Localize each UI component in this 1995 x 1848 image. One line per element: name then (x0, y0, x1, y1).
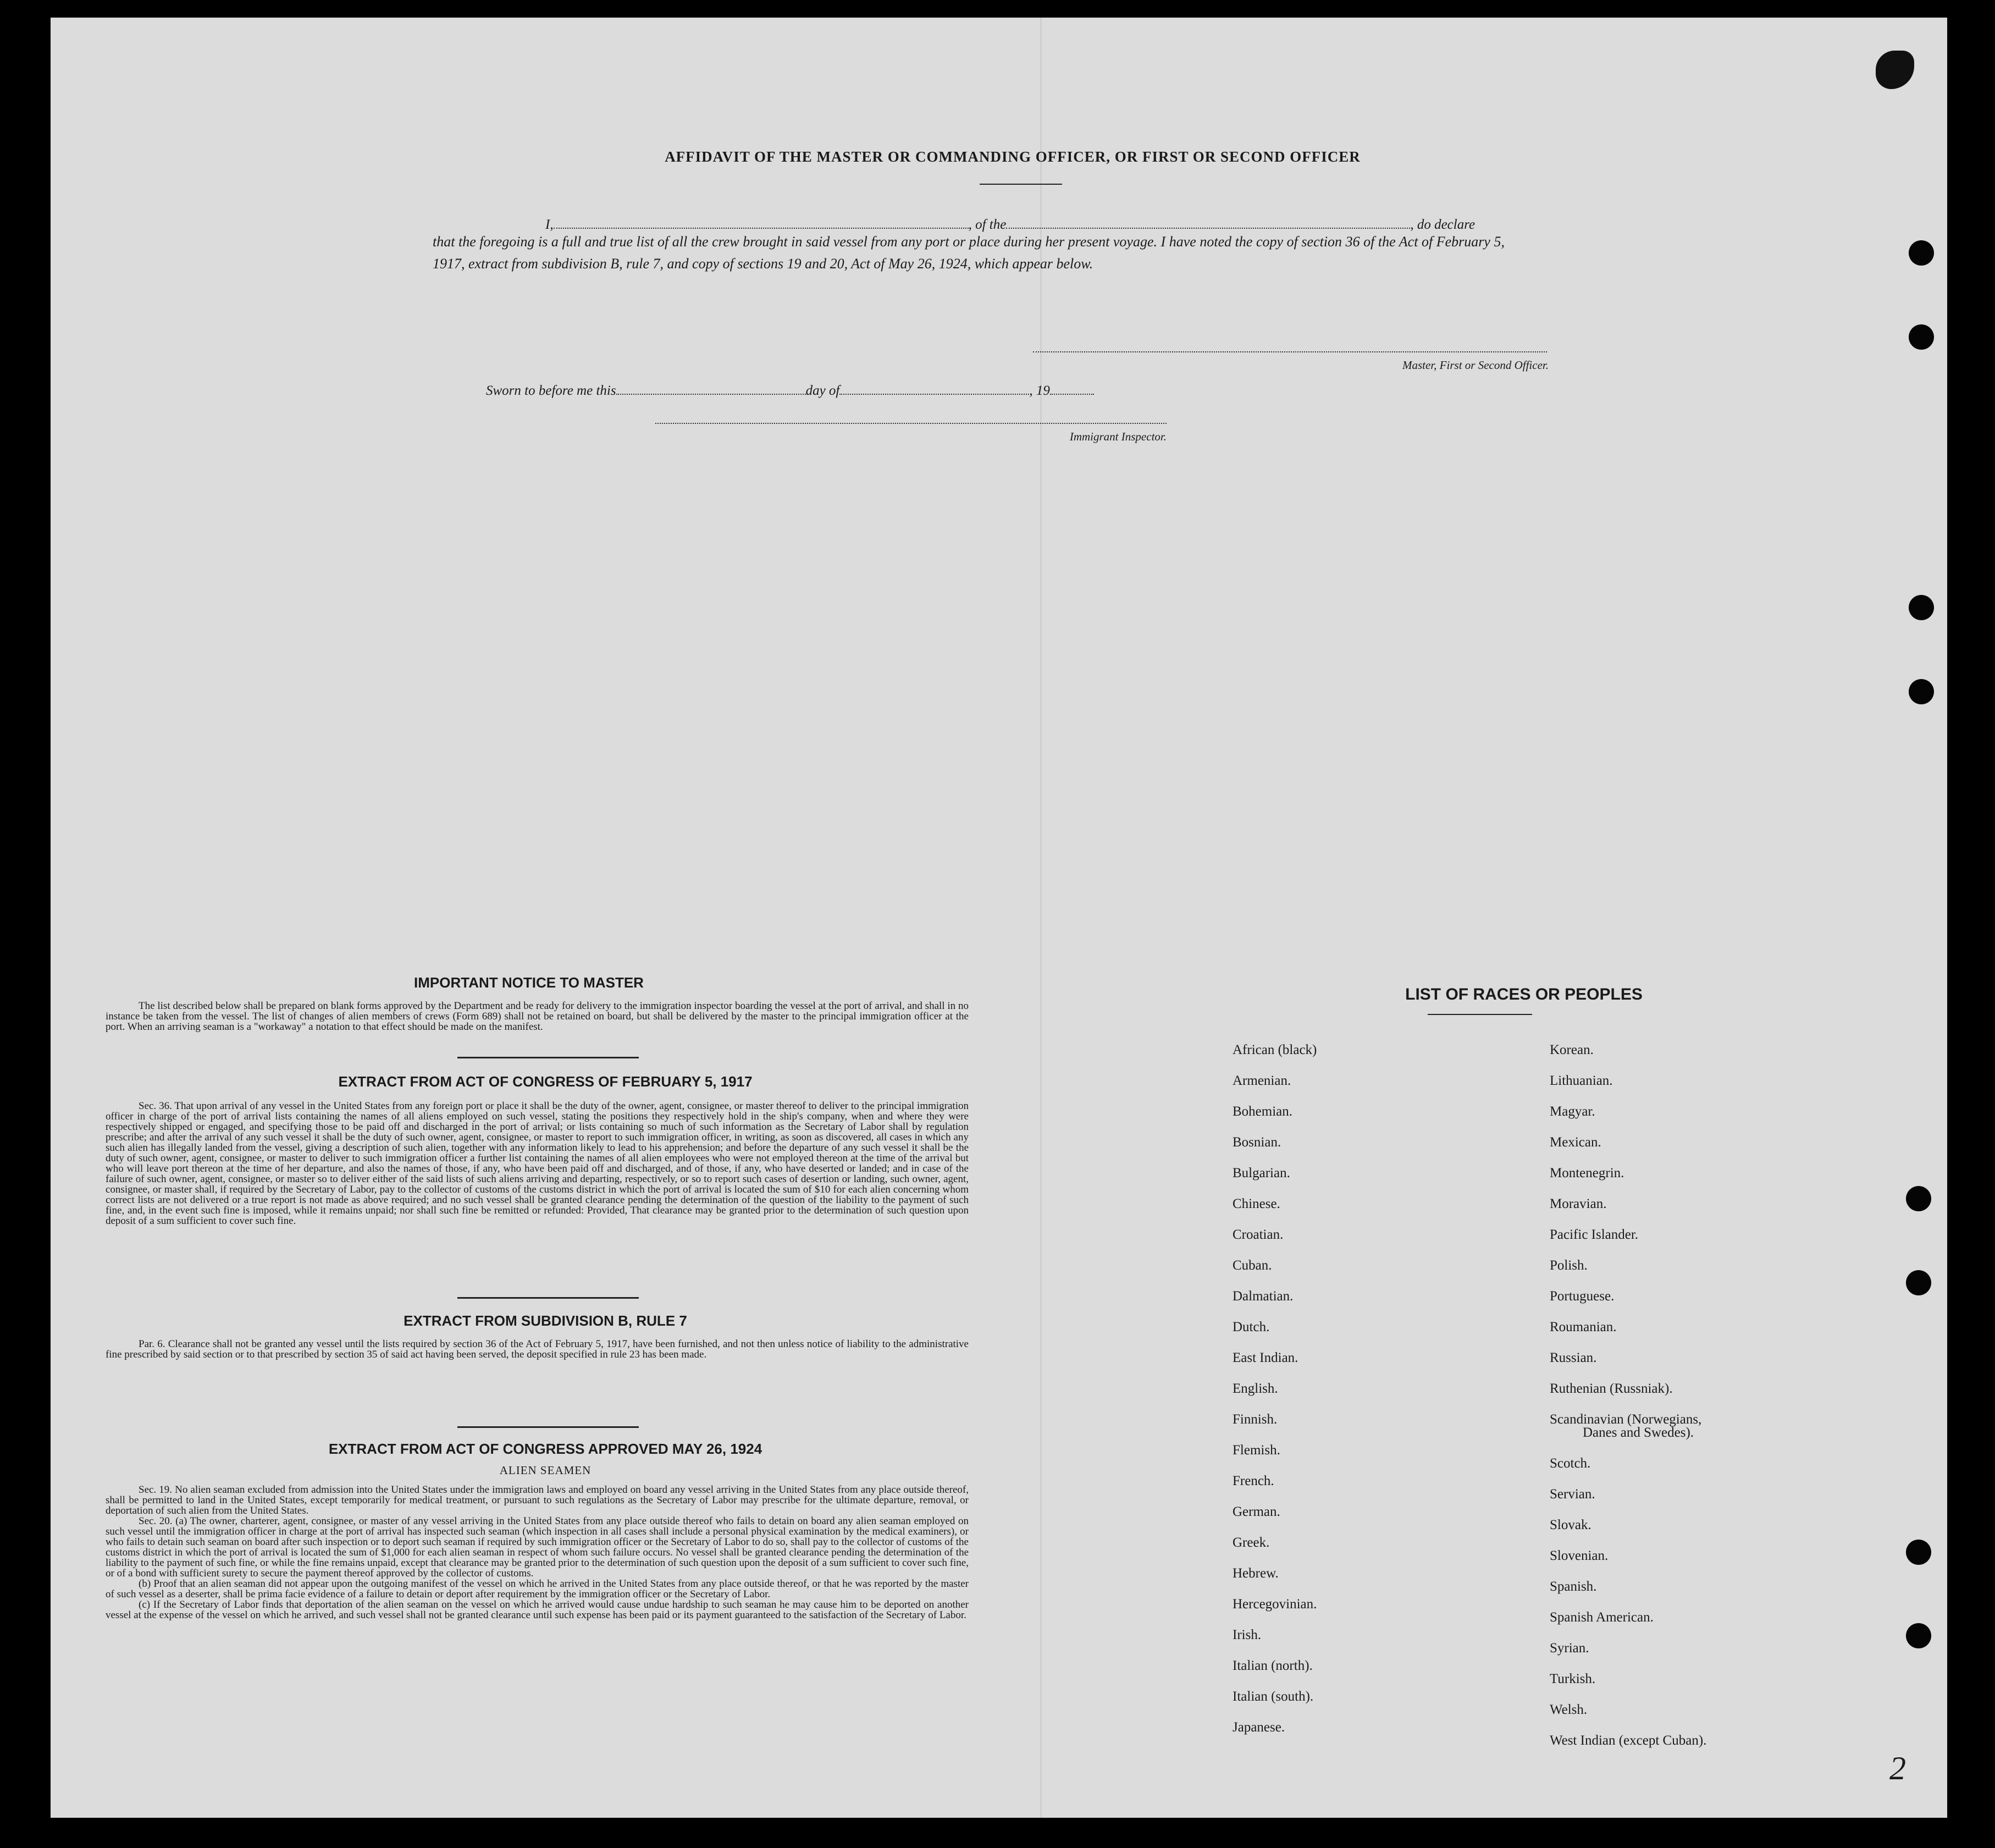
race-item: Scotch. (1550, 1456, 1591, 1471)
extract-rule7-body: Par. 6. Clearance shall not be granted any vessel until the lists required by section 36 of the Act of February 5, 1917, have been furnished, and not then unless notice of liability to the administrative fine prescribed by said section or to that prescribed by section 35 of said act having been served, the deposit specified in rule 23 has been made. (106, 1338, 969, 1360)
race-item: Polish. (1550, 1258, 1588, 1273)
race-item: Turkish. (1550, 1672, 1596, 1686)
race-item: Spanish American. (1550, 1610, 1654, 1625)
race-item: Mexican. (1550, 1135, 1601, 1150)
race-item: Croatian. (1233, 1227, 1284, 1242)
race-item: Danes and Swedes). (1583, 1425, 1694, 1440)
race-item: Welsh. (1550, 1702, 1588, 1717)
race-item: Korean. (1550, 1042, 1594, 1057)
race-item: Italian (north). (1233, 1658, 1313, 1673)
declare-label: , do declare (1410, 217, 1475, 232)
title-divider (980, 184, 1062, 185)
race-item: Spanish. (1550, 1579, 1597, 1594)
section-divider (457, 1426, 639, 1428)
race-item: Scandinavian (Norwegians, (1550, 1412, 1702, 1427)
affidavit-declarant-line (545, 217, 1507, 233)
master-signature-caption: Master, First or Second Officer. (1402, 358, 1549, 372)
race-item: Bulgarian. (1233, 1166, 1290, 1180)
section-20a-text: Sec. 20. (a) The owner, charterer, agent, consignee, or master of any vessel arriving in the United States from any place outside thereof who fails to detain on board any alien seaman employed on such vessel until the immigration officer in charge at the port of arrival has inspected such seaman (which inspection in all cases shall include a personal physical examination by the medical examiners), or who fails to detain such seaman on board after such inspection or to deport such seaman if required by such immigration officer or the Secretary of Labor to do so, shall pay to the collector of customs of the customs district in which the port of arrival is located the sum of $1,000 for each alien seaman in respect of whom such failure occurs. No vessel shall be granted clearance pending the determination of the liability to the payment of such fine, or while the fine remains unpaid, except that clearance may be granted prior to the determination of such question upon the deposit of a sum sufficient to cover such fine, or of a bond with sufficient surety to secure the payment thereof approved by the collector of customs. (106, 1515, 969, 1579)
torn-corner (1876, 51, 1914, 89)
page-fold (1040, 18, 1042, 1818)
race-item: Russian. (1550, 1350, 1597, 1365)
race-item: West Indian (except Cuban). (1550, 1733, 1707, 1748)
race-item: Cuban. (1233, 1258, 1272, 1273)
race-item: Roumanian. (1550, 1320, 1617, 1334)
race-item: Bohemian. (1233, 1104, 1293, 1119)
declarant-prefix: I, (545, 217, 554, 232)
sworn-date-field[interactable] (616, 383, 806, 395)
race-item: East Indian. (1233, 1350, 1298, 1365)
section-divider (457, 1057, 639, 1058)
race-item: Lithuanian. (1550, 1073, 1613, 1088)
notice-title: IMPORTANT NOTICE TO MASTER (414, 974, 644, 991)
race-item: Japanese. (1233, 1720, 1285, 1735)
punch-hole (1909, 595, 1934, 620)
extract-1924-body (106, 1485, 969, 1620)
race-item: German. (1233, 1504, 1280, 1519)
race-item: Dalmatian. (1233, 1289, 1294, 1304)
section-divider (457, 1297, 639, 1299)
sworn-label: Sworn to before me this (486, 383, 616, 398)
sworn-year-field[interactable] (1050, 383, 1094, 395)
punch-hole (1909, 324, 1934, 350)
punch-hole (1909, 240, 1934, 266)
affidavit-body: that the foregoing is a full and true list of all the crew brought in said vessel from any port or place during her present voyage. I have noted the copy of section 36 of the Act of February 5, 1917, extract from subdivision B, rule 7, and copy of sections 19 and 20, Act of May 26, 1924, which appear below. (433, 234, 1505, 272)
races-right-column (1550, 1042, 1935, 1757)
inspector-signature-caption: Immigrant Inspector. (1069, 430, 1167, 443)
affidavit-title: AFFIDAVIT OF THE MASTER OR COMMANDING OFFICER, OR FIRST OR SECOND OFFICER (665, 148, 1361, 165)
race-item: Ruthenian (Russniak). (1550, 1381, 1673, 1396)
race-item: Irish. (1233, 1628, 1262, 1642)
race-item: English. (1233, 1381, 1278, 1396)
races-title: LIST OF RACES OR PEOPLES (1405, 985, 1643, 1003)
race-item: Syrian. (1550, 1641, 1589, 1656)
race-item: Hebrew. (1233, 1566, 1279, 1581)
race-item: Pacific Islander. (1550, 1227, 1639, 1242)
race-item: Slovak. (1550, 1518, 1591, 1532)
sworn-line (486, 383, 1228, 399)
race-item: Italian (south). (1233, 1689, 1314, 1704)
race-item: Moravian. (1550, 1196, 1607, 1211)
race-item: Dutch. (1233, 1320, 1270, 1334)
extract-1917-title: EXTRACT FROM ACT OF CONGRESS OF FEBRUARY 5, 1917 (338, 1073, 753, 1090)
race-item: Flemish. (1233, 1443, 1280, 1458)
sworn-month-field[interactable] (839, 383, 1029, 395)
race-item: French. (1233, 1474, 1274, 1488)
race-item: Greek. (1233, 1535, 1270, 1550)
master-signature-line[interactable] (1033, 351, 1547, 352)
extract-1924-subtitle: ALIEN SEAMEN (499, 1464, 592, 1477)
extract-1917-body: Sec. 36. That upon arrival of any vessel in the United States from any foreign port or place it shall be the duty of the owner, agent, consignee, or master thereof to deliver to the principal immigration officer in charge of the port of arrival lists containing the names of all aliens employed on such vessel, stating the positions they respectively hold in the ship's company, when and where they were respectively shipped or engaged, and specifying those to be paid off and discharged in the port of arrival; or lists containing so much of such information as the Secretary of Labor shall by regulation prescribe; and after the arrival of any such vessel it shall be the duty of such owner, agent, consignee, or master to report to such immigration officer, in writing, as soon as discovered, all cases in which any such alien has illegally landed from the vessel, giving a description of such alien, together with any information likely to lead to his apprehension; and before the departure of any such vessel it shall be the duty of such owner, agent, consignee, or master to deliver to such immigration officer a further list containing the names of all alien employees who were not employed thereon at the time of the arrival but who will leave port thereon at the time of her departure, and also the names of those, if any, who have been paid off and discharged, and of those, if any, who have deserted or landed; and in case of the failure of such owner, agent, consignee, or master so to deliver either of the said lists of such aliens arriving and departing, respectively, or so to report such cases of desertion or landing, such owner, agent, consignee, or master shall, if required by the Secretary of Labor, pay to the collector of customs of the customs district in which the port of arrival is located the sum of $10 for each alien concerning whom correct lists are not delivered or a true report is not made as above required; and no such vessel shall be granted clearance pending the determination of the question of the liability to the payment of such fine, and, in the event such fine is imposed, while it remains unpaid; nor shall such fine be remitted or refunded: Provided, That clearance may be granted prior to the determination of such question upon deposit of a sum sufficient to cover such fine. (106, 1100, 969, 1227)
race-item: Servian. (1550, 1487, 1595, 1502)
race-item: Armenian. (1233, 1073, 1291, 1088)
of-the-label: , of the (968, 217, 1007, 232)
race-item: Hercegovinian. (1233, 1597, 1317, 1612)
day-of-label: day of (805, 383, 840, 398)
race-item: Chinese. (1233, 1196, 1280, 1211)
race-item: Finnish. (1233, 1412, 1278, 1427)
race-item: African (black) (1233, 1042, 1317, 1057)
inspector-signature-line[interactable] (655, 423, 1167, 424)
section-19-text: Sec. 19. No alien seaman excluded from admission into the United States under the immigration laws and employed on board any vessel arriving in the United States from any place outside thereof, shall be permitted to land in the United States, except temporarily for medical treatment, or pursuant to such regulations as the Secretary of Labor may prescribe for the ultimate departure, removal, or deportation of such alien from the United States. (106, 1484, 969, 1516)
race-item: Slovenian. (1550, 1548, 1609, 1563)
notice-body: The list described below shall be prepared on blank forms approved by the Department and be ready for delivery to the immigration inspector boarding the vessel at the port of arrival, and shall in no instance be taken from the vessel. The list of changes of alien members of crews (Form 689) shall not be retained on board, but shall be delivered by the master to the principal immigration officer at the port. When an arriving seaman is a "workaway" a notation to that effect should be made on the manifest. (106, 1000, 969, 1033)
declarant-name-field[interactable] (554, 217, 969, 229)
handwritten-page-number: 2 (1889, 1750, 1906, 1786)
year-label: , 19 (1029, 383, 1050, 398)
race-item: Bosnian. (1233, 1135, 1281, 1150)
race-item: Magyar. (1550, 1104, 1595, 1119)
document-page (51, 18, 1947, 1818)
section-20b-text: (b) Proof that an alien seaman did not appear upon the outgoing manifest of the vessel on which he arrived in the United States from any place outside thereof, or that he was reported by the master of such vessel as a deserter, shall be prima facie evidence of a failure to detain or deport after requirement by the immigration officer or the Secretary of Labor. (106, 1578, 969, 1600)
section-20c-text: (c) If the Secretary of Labor finds that deportation of the alien seaman on the vessel on which he arrived would cause undue hardship to such seaman he may cause him to be deported on another vessel at the expense of the vessel on which he arrived, and such vessel shall not be granted clearance until such expense has been paid or its payment guaranteed to the satisfaction of the Secretary of Labor. (106, 1599, 969, 1621)
extract-rule7-title: EXTRACT FROM SUBDIVISION B, RULE 7 (404, 1312, 687, 1329)
punch-hole (1909, 679, 1934, 704)
race-item: Portuguese. (1550, 1289, 1615, 1304)
race-item: Montenegrin. (1550, 1166, 1624, 1180)
extract-1924-title: EXTRACT FROM ACT OF CONGRESS APPROVED MAY 26, 1924 (328, 1441, 762, 1457)
vessel-name-field[interactable] (1006, 217, 1410, 229)
races-title-divider (1428, 1014, 1532, 1015)
